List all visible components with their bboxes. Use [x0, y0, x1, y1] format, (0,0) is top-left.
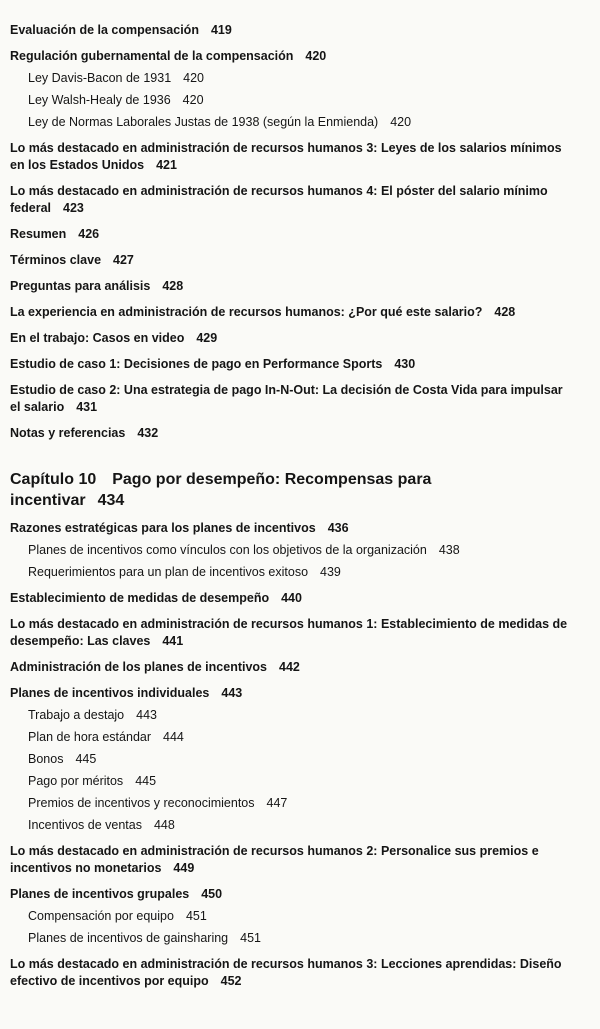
toc-entry: [28, 751, 586, 768]
toc-entry-text: Planes de incentivos de gainsharing: [28, 931, 229, 945]
toc-entry-text: Ley de Normas Laborales Justas de 1938 (según la Enmienda): [28, 115, 379, 129]
toc-entry-text: Establecimiento de medidas de desempeño: [10, 591, 270, 605]
toc-entry: [28, 542, 586, 559]
toc-page-number: 428: [162, 279, 184, 293]
toc-page-number: 449: [173, 861, 195, 875]
toc-page-number: 429: [196, 331, 218, 345]
toc-entry: [10, 685, 586, 702]
toc-entry-text: Preguntas para análisis: [10, 279, 151, 293]
toc-entry-text: Regulación gubernamental de la compensación: [10, 49, 294, 63]
toc-entry: [10, 425, 586, 442]
toc-page-number: 420: [182, 93, 204, 107]
toc-entry: [10, 140, 586, 174]
toc-entry: [28, 930, 586, 947]
toc-entry-text: Notas y referencias: [10, 426, 126, 440]
toc-entry: [28, 908, 586, 925]
toc-entry-text: Lo más destacado en administración de recursos humanos 4: El póster del salario mínimo federal: [10, 184, 548, 215]
toc-page-number: 419: [210, 23, 232, 37]
toc-page-number: 451: [185, 909, 207, 923]
toc-entry-text: Administración de los planes de incentivos: [10, 660, 268, 674]
toc-entry-text: Pago por desempeño: Recompensas para incentivar: [10, 471, 432, 509]
toc-entry: [28, 729, 586, 746]
toc-entry-text: Lo más destacado en administración de recursos humanos 3: Lecciones aprendidas: Diseño efectivo de incentivos por equipo: [10, 957, 562, 988]
toc-entry-text: Planes de incentivos grupales: [10, 887, 190, 901]
toc-entry-text: Términos clave: [10, 253, 102, 267]
toc-entry-text: Pago por méritos: [28, 774, 124, 788]
toc-entry: [28, 70, 586, 87]
toc-entry: [10, 183, 586, 217]
toc-entry-text: Lo más destacado en administración de recursos humanos 1: Establecimiento de medidas de desempeño: Las claves: [10, 617, 568, 648]
toc-entry: [28, 795, 586, 812]
toc-page-number: 445: [75, 752, 97, 766]
toc-entry-text: Estudio de caso 1: Decisiones de pago en Performance Sports: [10, 357, 383, 371]
toc-page-number: 428: [494, 305, 516, 319]
toc-entry-text: Premios de incentivos y reconocimientos: [28, 796, 255, 810]
toc-page-number: 430: [394, 357, 416, 371]
toc-page-number: 431: [76, 400, 98, 414]
toc-entry: [10, 226, 586, 243]
toc-entry-text: Requerimientos para un plan de incentivos exitoso: [28, 565, 309, 579]
toc-entry: [10, 330, 586, 347]
toc-entry: [10, 886, 586, 903]
toc-entry: [10, 956, 586, 990]
toc-page-number: 447: [266, 796, 288, 810]
toc-entry: [10, 304, 586, 321]
toc-page-number: 443: [136, 708, 157, 722]
toc-page-number: 439: [320, 565, 341, 579]
toc-page-number: 423: [63, 201, 84, 215]
toc-entry-text: Bonos: [28, 752, 64, 766]
toc-entry-text: Planes de incentivos como vínculos con los objetivos de la organización: [28, 543, 427, 557]
toc-entry: [28, 773, 586, 790]
toc-page-number: 441: [162, 634, 184, 648]
toc-entry-text: Planes de incentivos individuales: [10, 686, 210, 700]
toc-page-number: 432: [137, 426, 159, 440]
toc-entry-text: Evaluación de la compensación: [10, 23, 199, 37]
toc-entry: [10, 252, 586, 269]
toc-entry: [10, 382, 586, 416]
toc-entry-text: Compensación por equipo: [28, 909, 174, 923]
toc-page-number: 434: [97, 492, 125, 509]
toc-page-number: 442: [279, 660, 300, 674]
toc-page-number: 450: [201, 887, 223, 901]
toc-page-number: 440: [281, 591, 302, 605]
toc-page-number: 427: [113, 253, 134, 267]
toc-page-number: 420: [183, 71, 205, 85]
toc-chapter-heading: [10, 469, 515, 511]
toc-entry-text: Trabajo a destajo: [28, 708, 125, 722]
toc-page-number: 452: [220, 974, 242, 988]
toc-page-number: 426: [78, 227, 100, 241]
toc-entry: [10, 843, 586, 877]
toc-entry: [10, 520, 586, 537]
toc-entry: [28, 817, 586, 834]
toc-entry-text: Incentivos de ventas: [28, 818, 142, 832]
toc-entry: [28, 114, 586, 131]
toc-entry: [10, 590, 586, 607]
toc-entry: [10, 616, 586, 650]
toc-entry: [28, 564, 586, 581]
toc-page-number: 438: [438, 543, 460, 557]
toc-page-number: 445: [135, 774, 157, 788]
toc-page-number: 420: [390, 115, 412, 129]
toc-entry: [10, 22, 586, 39]
toc-entry-text: Razones estratégicas para los planes de incentivos: [10, 521, 316, 535]
toc-entry-text: Ley Walsh-Healy de 1936: [28, 93, 171, 107]
toc-page-number: 420: [305, 49, 327, 63]
toc-entry-text: Estudio de caso 2: Una estrategia de pago In-N-Out: La decisión de Costa Vida para impulsar el salario: [10, 383, 563, 414]
toc-entry-text: Lo más destacado en administración de recursos humanos 3: Leyes de los salarios mínimos en los Estados Unidos: [10, 141, 562, 172]
toc-page-number: 444: [163, 730, 184, 744]
toc-entry-text: Lo más destacado en administración de recursos humanos 2: Personalice sus premios e incentivos no monetarios: [10, 844, 539, 875]
toc-entry: [28, 707, 586, 724]
toc-page-number: 451: [240, 931, 261, 945]
toc-page-number: 443: [221, 686, 243, 700]
toc-entry-text: Resumen: [10, 227, 67, 241]
toc-entry-text: En el trabajo: Casos en video: [10, 331, 185, 345]
toc-entry-text: La experiencia en administración de recursos humanos: ¿Por qué este salario?: [10, 305, 483, 319]
toc-entry: [10, 356, 586, 373]
toc-page-number: 448: [153, 818, 175, 832]
toc-entry: [28, 92, 586, 109]
toc-page-number: 436: [327, 521, 349, 535]
toc-entry: [10, 659, 586, 676]
toc-entry-text: Ley Davis-Bacon de 1931: [28, 71, 172, 85]
toc-page-number: 421: [156, 158, 177, 172]
toc-entry-text: Plan de hora estándar: [28, 730, 152, 744]
toc-entry: [10, 48, 586, 65]
toc-chapter-label: Capítulo 10: [10, 471, 97, 488]
toc-entry: [10, 278, 586, 295]
